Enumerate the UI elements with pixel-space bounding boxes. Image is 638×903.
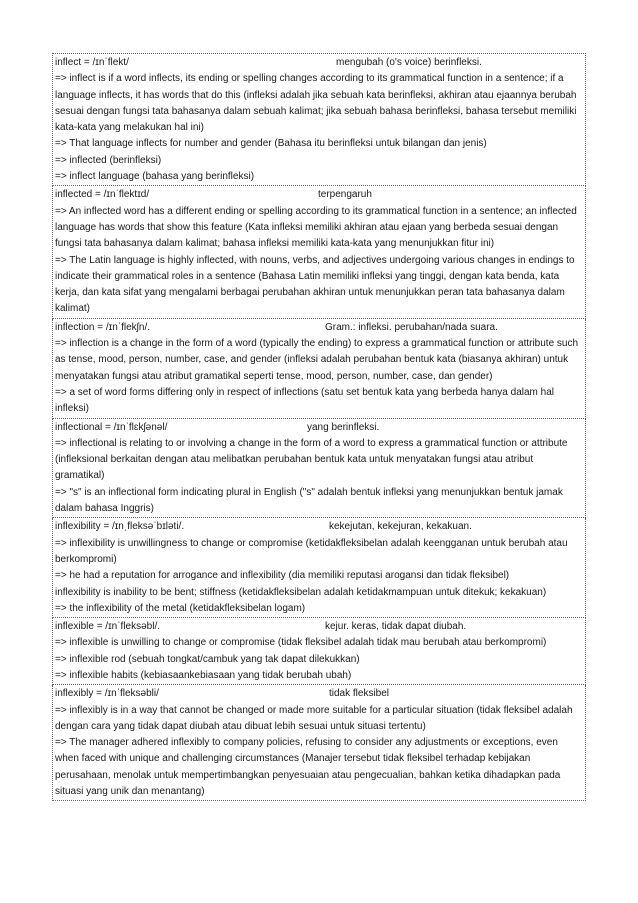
entry-line: => "s" is an inflectional form indicating plural in English ("s" adalah bentuk infleksi yang menunjukkan bentuk jamak dalam bahasa Inggris) (55, 486, 563, 515)
entry-line: inflexibility is inability to be bent; stiffness (ketidakfleksibelan adalah ketidakmampuan untuk ditekuk; kekakuan) (55, 586, 547, 598)
entry-line: => inflexible is unwilling to change or compromise (tidak fleksibel adalah tidak mau berubah atau berkompromi) (55, 637, 547, 649)
entry-gloss: kekejutan, kekejuran, kekakuan. (329, 521, 472, 533)
entry-gloss: terpengaruh (318, 189, 372, 201)
entry-inflect (52, 53, 586, 186)
entry-line: => inflexibly is in a way that cannot be changed or made more suitable for a particular situation (tidak fleksibel adalah dengan cara yang tidak dapat diubah atau dibuat lebih sesuai untuk situasi tertentu) (55, 704, 573, 732)
entry-line: => That language inflects for number and gender (Bahasa itu berinfleksi untuk bilangan dan jenis) (55, 138, 487, 150)
entry-line: => inflect language (bahasa yang berinfleksi) (55, 171, 255, 183)
entry-header (55, 519, 583, 535)
entry-gloss: mengubah (o's voice) berinfleksi. (336, 57, 482, 68)
entry-line: => inflexible rod (sebuah tongkat/cambuk yang tak dapat dilekukkan) (55, 653, 360, 665)
entry-line: => inflected (berinfleksi) (55, 154, 162, 166)
entry-term: inflexible = /ɪnˈfleksəbl/. (55, 621, 160, 633)
dictionary-document (52, 53, 586, 801)
entry-inflexibility (52, 518, 586, 618)
entry-line: => inflexible habits (kebiasaankebiasaan yang tidak berubah ubah) (55, 669, 352, 681)
entry-term: inflected = /ɪnˈflektɪd/ (55, 189, 150, 201)
entry-line: => inflectional is relating to or involving a change in the form of a word to express a grammatical function or attribute (infleksional berkaitan dengan atau melibatkan perubahan bentuk kata untuk menyatakan fungsi atau atribut gramatikal) (55, 437, 568, 482)
entry-header (55, 187, 583, 203)
entry-term: inflexibly = /ɪnˈfleksəbli/ (55, 688, 159, 700)
entry-header (55, 420, 583, 436)
entry-inflectional (52, 419, 586, 519)
entry-header (55, 686, 583, 702)
entry-line: => inflexibility is unwillingness to change or compromise (ketidakfleksibelan adalah keengganan untuk berubah atau berkompromi) (55, 537, 568, 565)
entry-line: => The manager adhered inflexibly to company policies, refusing to consider any adjustments or exceptions, even when faced with unique and challenging circumstances (Manajer tersebut tidak fleksibel terhadap kebijakan perusahaan, menolak untuk mempertimbangkan penyesuaian atau pengecualian, bahkan ketika dihadapkan pada situasi yang unik dan menantang) (55, 737, 561, 798)
entry-line: => a set of word forms differing only in respect of inflections (satu set bentuk kata yang berbeda hanya dalam hal infleksi) (55, 386, 554, 415)
entry-line: => the inflexibility of the metal (ketidakfleksibelan logam) (55, 602, 306, 614)
entry-gloss: yang berinfleksi. (307, 421, 380, 433)
entry-line: => The Latin language is highly inflected, with nouns, verbs, and adjectives undergoing various changes in endings to indicate their grammatical roles in a sentence (Bahasa Latin memiliki infleksi yang tinggi, dengan kata benda, kata kerja, dan kata sifat yang mengalami berbagai perubahan akhiran untuk menunjukkan peran tata bahasanya dalam kalimat) (55, 254, 575, 315)
entry-inflexible (52, 618, 586, 685)
entry-term: inflectional = /ɪnˈflɛkʃənəl/ (55, 421, 168, 433)
entry-inflexibly (52, 685, 586, 801)
entry-header (55, 55, 583, 71)
entry-term: inflexibility = /ɪnˌfleksəˈbɪləti/. (55, 521, 185, 533)
entry-term: inflection = /ɪnˈflekʃn/. (55, 321, 150, 333)
entry-gloss: tidak fleksibel (329, 688, 390, 700)
entry-gloss: kejur. keras, tidak dapat diubah. (325, 621, 467, 633)
entry-term: inflect = /ɪnˈflekt/ (55, 57, 129, 68)
entry-line: => inflection is a change in the form of a word (typically the ending) to express a grammatical function or attribute such as tense, mood, person, number, case, and gender (infleksi adalah perubahan bentuk kata (biasanya akhiran) untuk menyatakan fungsi atau atribut gramatikal seperti tense, mood, person, number, case, dan gender) (55, 338, 579, 382)
entry-line: => An inflected word has a different ending or spelling according to its grammatical function in a sentence; an inflected language has words that show this feature (Kata infleksi memiliki akhiran atau ejaan yang berbeda sesuai dengan fungsi tata bahasanya dalam kalimat; bahasa infleksi memiliki kata-kata yang menunjukkan fitur ini) (55, 205, 577, 250)
entry-inflection (52, 319, 586, 419)
entry-line: => he had a reputation for arrogance and inflexibility (dia memiliki reputasi arogansi dan tidak fleksibel) (55, 570, 510, 582)
entry-gloss: Gram.: infleksi. perubahan/nada suara. (325, 321, 498, 333)
entry-line: => inflect is if a word inflects, its ending or spelling changes according to its grammatical function in a sentence; if a language inflects, it has words that do this (infleksi adalah jika sebuah kata berinfleksi, akhiran atau ejaannya berubah sesuai dengan fungsi tata bahasanya dalam sebuah kalimat; jika sebuah bahasa berinfleksi, bahasa tersebut memiliki kata-kata yang melakukan hal ini) (55, 73, 577, 134)
entry-header (55, 619, 583, 635)
entry-header (55, 320, 583, 336)
entry-inflected (52, 186, 586, 318)
